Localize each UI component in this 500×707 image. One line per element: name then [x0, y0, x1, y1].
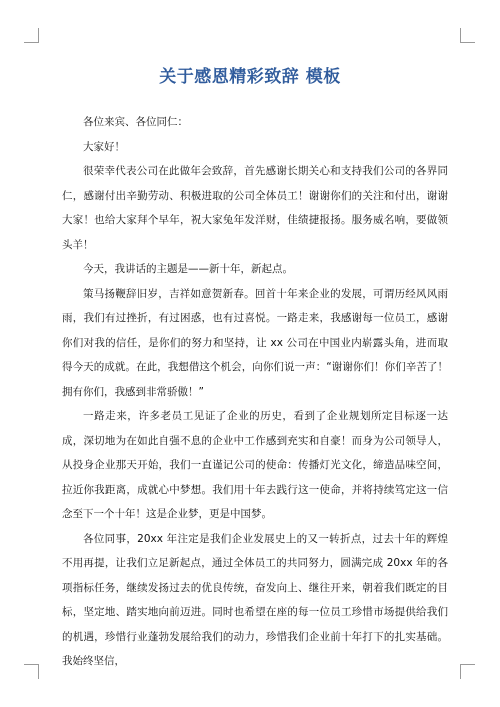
document-body [62, 110, 448, 674]
greeting: 大家好！ [83, 140, 125, 153]
salutation: 各位来宾、各位同仁： [83, 116, 188, 128]
crop-mark-bottom-left [24, 664, 39, 679]
crop-mark-top-left [24, 28, 39, 43]
paragraph-new-start: 各位同事，20xx 年注定是我们企业发展史上的又一转折点，过去十年的辉煌不用再提，让我们立足新起点，通过全体员工的共同努力，圆满完成 20xx 年的各项指标任务，继续发扬过去的优良传统，奋发向上、继往开来，朝着我们既定的目标，坚定地、踏实地向前迈进。同时也希望在座的每一位员工珍惜市场提供给我们的机遇，珍惜行业蓬勃发展给我们的动力，珍惜我们企业前十年打下的扎实基础。我始终坚信， [62, 532, 448, 667]
paragraph-thanks: 很荣幸代表公司在此做年会致辞，首先感谢长期关心和支持我们公司的各界同仁，感谢付出辛勤劳动、积极进取的公司全体员工！谢谢你们的关注和付出，谢谢大家！也给大家拜个早年，祝大家兔年发洋财，佳绩捷报扬。服务威名响，要做领头羊！ [62, 165, 448, 251]
paragraph-mission: 一路走来，许多老员工见证了企业的历史，看到了企业规划所定目标逐一达成，深切地为在如此自强不息的企业中工作感到充实和自豪！而身为公司领导人，从投身企业那天开始，我们一直谨记公司的使命：传播灯光文化，缔造品味空间，拉近你我距离，成就心中梦想。我们用十年去践行这一使命，并将持续笃定这一信念至下一个十年！这是企业梦，更是中国梦。 [62, 410, 448, 520]
paragraph-review: 策马扬鞭辞旧岁，吉祥如意贺新春。回首十年来企业的发展，可谓历经风风雨雨，我们有过挫折，有过困惑，也有过喜悦。一路走来，我感谢每一位员工，感谢你们对我的信任，是你们的努力和坚持，让 xx 公司在中国业内崭露头角，进而取得今天的成就。在此，我想借这个机会，向你们说一声：“谢谢你们！你们辛苦了！拥有你们，我感到非常骄傲！” [62, 287, 448, 398]
paragraph-theme: 今天，我讲话的主题是——新十年，新起点。 [83, 263, 293, 275]
document-title: 关于感恩精彩致辞 模板 [159, 67, 341, 87]
crop-mark-top-right [460, 28, 475, 43]
crop-mark-bottom-right [460, 664, 475, 679]
